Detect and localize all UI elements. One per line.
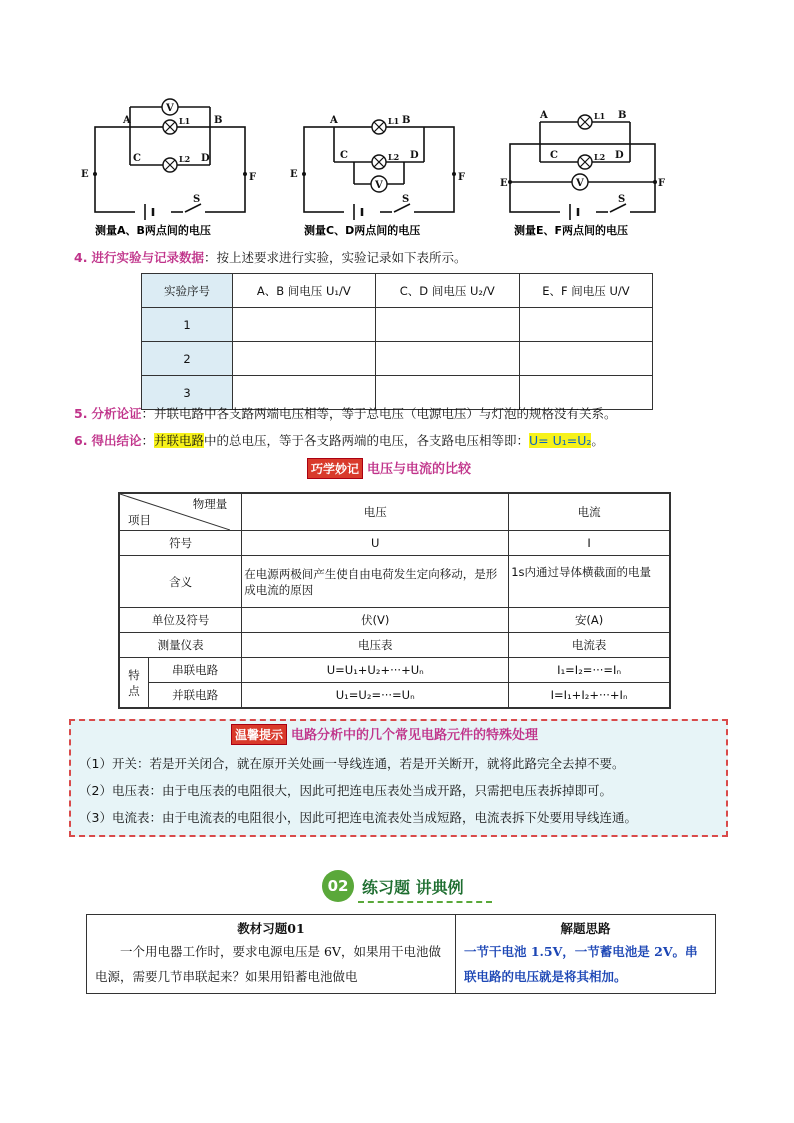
table-row: 符号 U I [119,531,670,556]
svg-text:B: B [618,110,627,121]
table-row: 2 [142,342,653,376]
voltmeter-label: V [166,103,174,114]
svg-text:S: S [402,194,410,205]
svg-text:F: F [458,172,466,183]
svg-text:L2: L2 [179,154,191,164]
svg-text:L1: L1 [594,111,606,121]
circuit-cd [284,92,474,240]
record-table [141,273,653,410]
example-heading: 教材习题01 [237,921,305,936]
table-row: 单位及符号 伏(V) 安(A) [119,608,670,633]
svg-text:D: D [615,150,624,161]
svg-text:B: B [402,115,411,126]
svg-text:L2: L2 [388,152,400,162]
col-header: C、D 间电压 U₂/V [375,274,519,308]
circuit-ef [500,92,690,240]
example-body: 一个用电器工作时，要求电源电压是 6V，如果用干电池做电源，需要几节串联起来？如果用铅蓄电池做电 [95,944,441,984]
svg-text:S: S [193,194,201,205]
tip-badge: 巧学妙记 [307,458,363,479]
circuit-ab [75,92,265,240]
svg-text:L1: L1 [179,116,191,126]
svg-text:E: E [290,169,298,180]
col-header: E、F 间电压 U/V [519,274,652,308]
solution-heading: 解题思路 [560,921,611,936]
tip-badge: 温馨提示 [231,724,287,745]
svg-text:A: A [540,110,548,121]
table-row: 3 [142,376,653,410]
compare-table: 物理量 项目 电压 电流 符号 U I 含义 在电源两极间产生使自由电荷发生定向移动，是形成电流的原因 1s内通过导体横截面的电量 单位及符号 伏(V) 安(A) 测量仪表 电压表 电流表 特 点 串联电路 U=U₁+U₂+···+Uₙ I₁=I₂=···=Iₙ 并联电路 U₁=U₂=···=Uₙ I=I₁+I₂+···+Iₙ [118,492,671,709]
section-header [322,870,492,902]
circuit-caption: 测量C、D两点间的电压 [304,224,421,237]
circuit-caption: 测量E、F两点间的电压 [514,224,629,237]
diagonal-header-cell: 物理量 项目 [119,493,242,531]
section-underline [358,901,492,903]
table-row: 含义 在电源两极间产生使自由电荷发生定向移动，是形成电流的原因 1s内通过导体横截面的电量 [119,556,670,608]
svg-text:V: V [375,180,383,191]
svg-text:S: S [618,194,626,205]
svg-text:A: A [330,115,338,126]
svg-text:F: F [658,178,666,189]
svg-text:V: V [576,178,584,189]
svg-text:D: D [410,150,419,161]
svg-text:C: C [133,153,141,164]
svg-text:L1: L1 [388,116,400,126]
tip-line: （2）电压表：由于电压表的电阻很大，因此可把连电压表处当成开路，只需把电压表拆掉即可。 [79,783,612,798]
svg-text:A: A [123,115,131,126]
step-4: 4. 进行实验与记录数据：按上述要求进行实验，实验记录如下表所示。 [74,250,467,265]
compare-heading: 巧学妙记 电压与电流的比较 [307,458,471,479]
section-title: 练习题 讲典例 [362,878,464,897]
svg-text:E: E [81,169,89,180]
example-table [86,914,716,994]
svg-text:L2: L2 [594,152,606,162]
svg-text:B: B [214,115,223,126]
table-row: 测量仪表 电压表 电流表 [119,633,670,658]
solution-body: 一节干电池 1.5V，一节蓄电池是 2V。串联电路的电压就是将其相加。 [464,944,698,984]
section-number-badge: 02 [322,870,354,902]
svg-text:D: D [201,153,210,164]
tip-line: （3）电流表：由于电流表的电阻很小，因此可把连电流表处当成短路，电流表拆下处要用导线连通。 [79,810,637,825]
svg-text:E: E [500,178,508,189]
col-header: A、B 间电压 U₁/V [233,274,376,308]
col-header: 实验序号 [142,274,233,308]
step-6: 6. 得出结论：并联电路中的总电压，等于各支路两端的电压，各支路电压相等即：U= U₁=U₂。 [74,433,604,448]
svg-text:C: C [550,150,558,161]
table-row: 1 [142,308,653,342]
circuit-caption: 测量A、B两点间的电压 [95,224,211,237]
svg-text:C: C [340,150,348,161]
tip-line: （1）开关：若是开关闭合，就在原开关处画一导线连通，若是开关断开，就将此路完全去掉不要。 [79,756,625,771]
table-row: 特 点 串联电路 U=U₁+U₂+···+Uₙ I₁=I₂=···=Iₙ [119,658,670,683]
step-5: 5. 分析论证：并联电路中各支路两端电压相等，等于总电压（电源电压）与灯泡的规格没有关系。 [74,406,617,421]
tip-box: 温馨提示 电路分析中的几个常见电路元件的特殊处理 （1）开关：若是开关闭合，就在原开关处画一导线连通，若是开关断开，就将此路完全去掉不要。 （2）电压表：由于电压表的电阻很大，因此可把连电压表处当成开路，只需把电压表拆掉即可。 （3）电流表：由于电流表的电阻很小，因此可把连电流表处当成短路，电流表拆下处要用导线连通。 [69,719,728,837]
table-row: 并联电路 U₁=U₂=···=Uₙ I=I₁+I₂+···+Iₙ [119,683,670,709]
svg-text:F: F [249,172,257,183]
